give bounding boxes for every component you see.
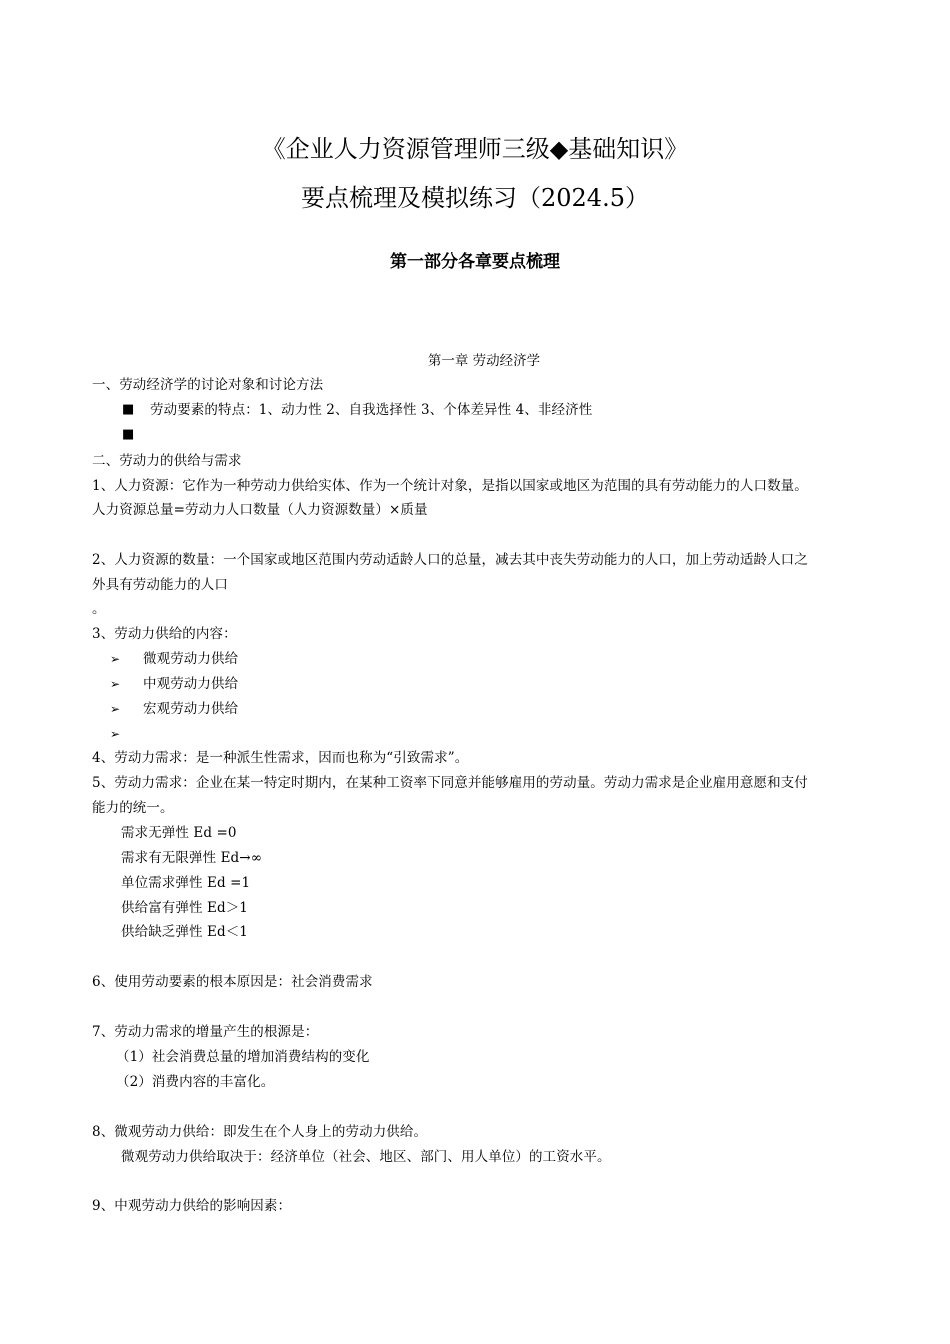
- paragraph-9: 9、中观劳动力供给的影响因素：: [92, 1198, 292, 1214]
- list-item: （1）社会消费总量的增加消费结构的变化: [116, 1049, 370, 1065]
- list-item: 宏观劳动力供给: [143, 701, 239, 717]
- section-heading-1: 一、劳动经济学的讨论对象和讨论方法: [92, 377, 324, 393]
- elasticity-item: 供给富有弹性 Ed＞1: [121, 900, 248, 916]
- paragraph-7-heading: 7、劳动力需求的增量产生的根源是：: [92, 1024, 319, 1040]
- section-heading-2: 二、劳动力的供给与需求: [92, 453, 242, 469]
- arrow-bullet-icon: ➢: [110, 727, 121, 741]
- square-bullet-icon: ■: [122, 402, 135, 417]
- paragraph-1-line2: 人力资源总量=劳动力人口数量（人力资源数量）×质量: [92, 502, 428, 518]
- paragraph-1-line1: 1、人力资源：它作为一种劳动力供给实体、作为一个统计对象，是指以国家或地区为范围的具有劳动能力的人口数量。: [92, 478, 808, 494]
- chapter-title: 第一章 劳动经济学: [427, 353, 541, 369]
- list-item: （2）消费内容的丰富化。: [116, 1074, 275, 1090]
- paragraph-5-line2: 能力的统一。: [92, 800, 174, 816]
- bullet-item: 劳动要素的特点：1、动力性 2、自我选择性 3、个体差异性 4、非经济性: [150, 402, 593, 418]
- list-item: 微观劳动力供给: [143, 651, 239, 667]
- paragraph-8-line2: 微观劳动力供给取决于：经济单位（社会、地区、部门、用人单位）的工资水平。: [121, 1149, 611, 1165]
- document-title-line1: 《企业人力资源管理师三级◆基础知识》: [261, 135, 689, 163]
- document-title-line2: 要点梳理及模拟练习（2024.5）: [301, 184, 649, 212]
- paragraph-3-heading: 3、劳动力供给的内容：: [92, 626, 237, 642]
- paragraph-4: 4、劳动力需求：是一种派生性需求，因而也称为“引致需求”。: [92, 750, 469, 766]
- elasticity-item: 单位需求弹性 Ed =1: [121, 875, 251, 891]
- elasticity-item: 需求无弹性 Ed =0: [121, 825, 237, 841]
- part-title: 第一部分各章要点梳理: [390, 252, 560, 272]
- arrow-bullet-icon: ➢: [110, 652, 121, 666]
- paragraph-6: 6、使用劳动要素的根本原因是：社会消费需求: [92, 974, 373, 990]
- paragraph-2-line3: 。: [92, 601, 106, 617]
- arrow-bullet-icon: ➢: [110, 702, 121, 716]
- elasticity-item: 供给缺乏弹性 Ed＜1: [121, 924, 248, 940]
- paragraph-8-line1: 8、微观劳动力供给：即发生在个人身上的劳动力供给。: [92, 1124, 428, 1140]
- square-bullet-icon: ■: [122, 427, 135, 442]
- elasticity-item: 需求有无限弹性 Ed→∞: [121, 850, 263, 866]
- paragraph-2-line1: 2、人力资源的数量：一个国家或地区范围内劳动适龄人口的总量，减去其中丧失劳动能力的人口，加上劳动适龄人口之: [92, 552, 808, 568]
- arrow-bullet-icon: ➢: [110, 677, 121, 691]
- paragraph-2-line2: 外具有劳动能力的人口: [92, 577, 228, 593]
- paragraph-5-line1: 5、劳动力需求：企业在某一特定时期内，在某种工资率下同意并能够雇用的劳动量。劳动力需求是企业雇用意愿和支付: [92, 775, 808, 791]
- list-item: 中观劳动力供给: [143, 676, 239, 692]
